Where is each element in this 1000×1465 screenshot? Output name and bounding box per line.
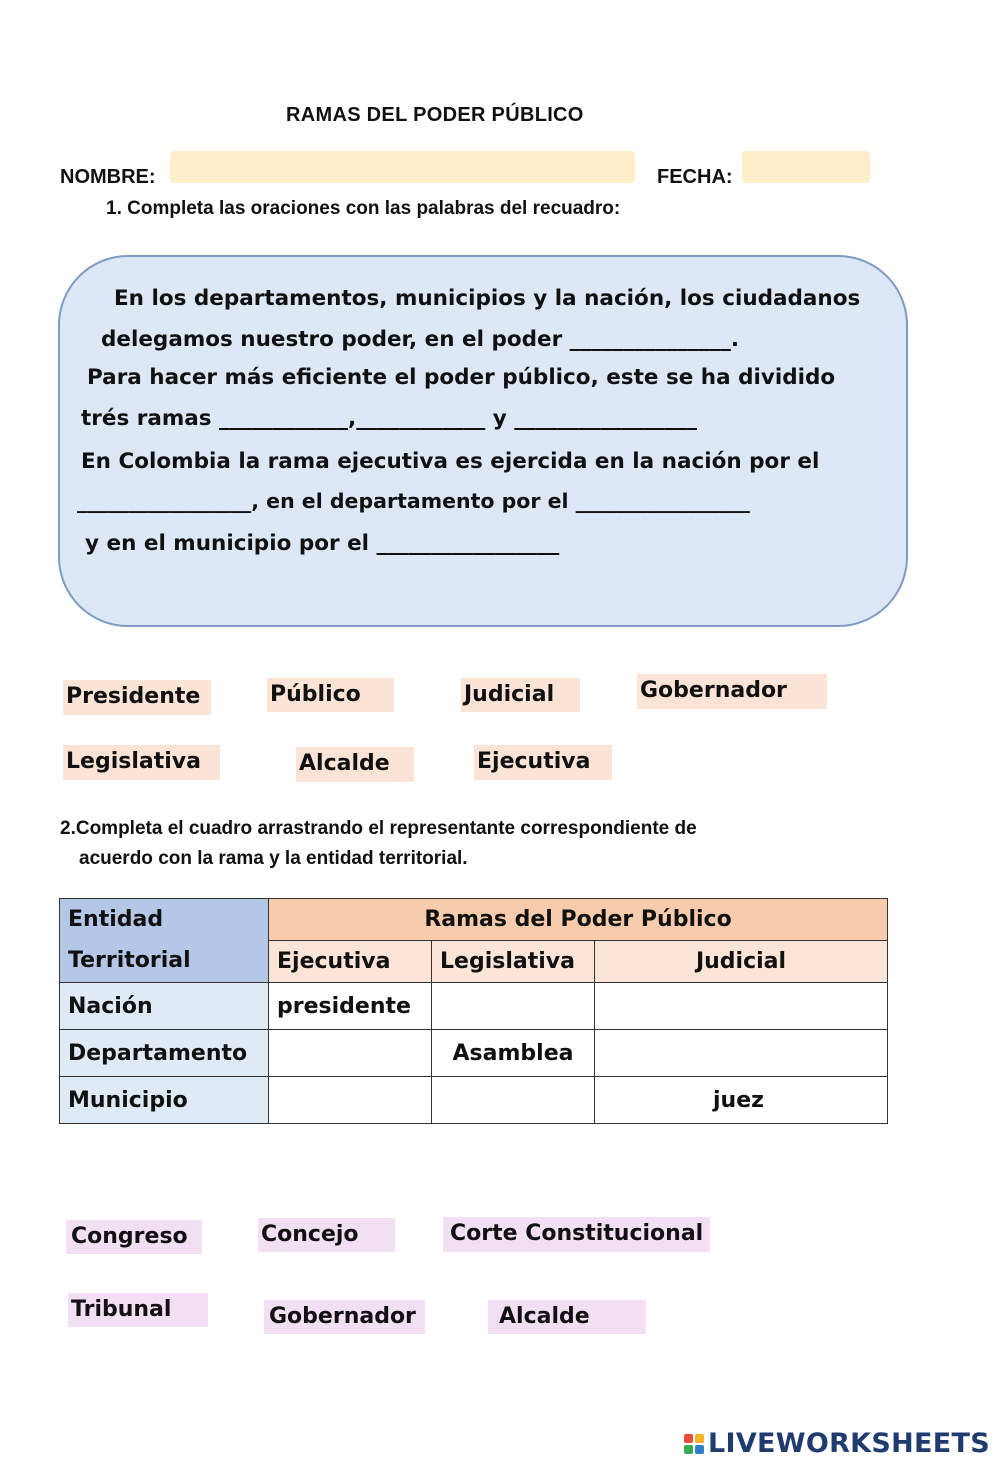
column-header-ejecutiva: Ejecutiva <box>269 941 432 983</box>
row-entity-municipio: Municipio <box>60 1077 269 1124</box>
table-cell-drop[interactable] <box>269 1030 432 1077</box>
sentence-line: En los departamentos, municipios y la nación, los ciudadanos <box>114 286 861 311</box>
word-chip-legislativa[interactable]: Legislativa <box>63 745 220 780</box>
liveworksheets-logo <box>684 1428 990 1459</box>
branches-table <box>59 898 888 1124</box>
table-cell-drop[interactable]: presidente <box>269 983 432 1030</box>
word-chip-concejo[interactable]: Concejo <box>258 1218 395 1252</box>
column-header-judicial: Judicial <box>595 941 888 983</box>
table-cell-drop[interactable]: Asamblea <box>432 1030 595 1077</box>
nombre-field[interactable] <box>170 151 635 183</box>
word-chip-publico[interactable]: Público <box>267 678 394 712</box>
fecha-field[interactable] <box>742 151 870 183</box>
entity-header: Entidad Territorial <box>60 899 269 983</box>
exercise2-instruction-line1: 2.Completa el cuadro arrastrando el representante correspondiente de <box>60 818 697 839</box>
row-entity-nacion: Nación <box>60 983 269 1030</box>
table-cell-drop[interactable] <box>269 1077 432 1124</box>
row-entity-departamento: Departamento <box>60 1030 269 1077</box>
word-chip-presidente[interactable]: Presidente <box>63 680 211 715</box>
sentence-line: En Colombia la rama ejecutiva es ejercida en la nación por el <box>81 449 820 474</box>
word-chip-congreso[interactable]: Congreso <box>66 1220 202 1254</box>
word-chip-judicial[interactable]: Judicial <box>461 678 580 712</box>
sentence-line: trés ramas ____________,____________ y _________________ <box>81 406 697 431</box>
word-chip-tribunal[interactable]: Tribunal <box>68 1293 208 1327</box>
word-chip-gobernador[interactable]: Gobernador <box>637 674 827 709</box>
page-title: RAMAS DEL PODER PÚBLICO <box>286 104 584 126</box>
branches-header: Ramas del Poder Público <box>269 899 888 941</box>
table-cell-drop[interactable] <box>595 983 888 1030</box>
word-chip-corte-constitucional[interactable]: Corte Constitucional <box>443 1217 710 1252</box>
column-header-legislativa: Legislativa <box>432 941 595 983</box>
word-chip-gobernador[interactable]: Gobernador <box>264 1300 425 1334</box>
nombre-label: NOMBRE: <box>60 166 156 188</box>
word-chip-ejecutiva[interactable]: Ejecutiva <box>474 745 612 780</box>
word-chip-alcalde[interactable]: Alcalde <box>488 1300 646 1334</box>
sentence-line: _________________, en el departamento por el _________________ <box>77 489 750 513</box>
exercise2-instruction-line2: acuerdo con la rama y la entidad territorial. <box>79 848 468 869</box>
sentence-line: Para hacer más eficiente el poder público, este se ha dividido <box>87 365 836 390</box>
exercise1-instruction: 1. Completa las oraciones con las palabras del recuadro: <box>106 198 621 219</box>
brand-name: LIVEWORKSHEETS <box>707 1428 990 1459</box>
liveworksheets-logo-icon <box>684 1434 704 1454</box>
table-cell-drop[interactable] <box>595 1030 888 1077</box>
sentence-line: delegamos nuestro poder, en el poder _______________. <box>101 327 740 352</box>
table-cell-drop[interactable] <box>432 983 595 1030</box>
fecha-label: FECHA: <box>657 166 733 188</box>
word-chip-alcalde[interactable]: Alcalde <box>296 747 414 782</box>
sentence-line: y en el municipio por el _________________ <box>85 531 560 556</box>
table-cell-drop[interactable] <box>432 1077 595 1124</box>
table-cell-drop[interactable]: juez <box>595 1077 888 1124</box>
